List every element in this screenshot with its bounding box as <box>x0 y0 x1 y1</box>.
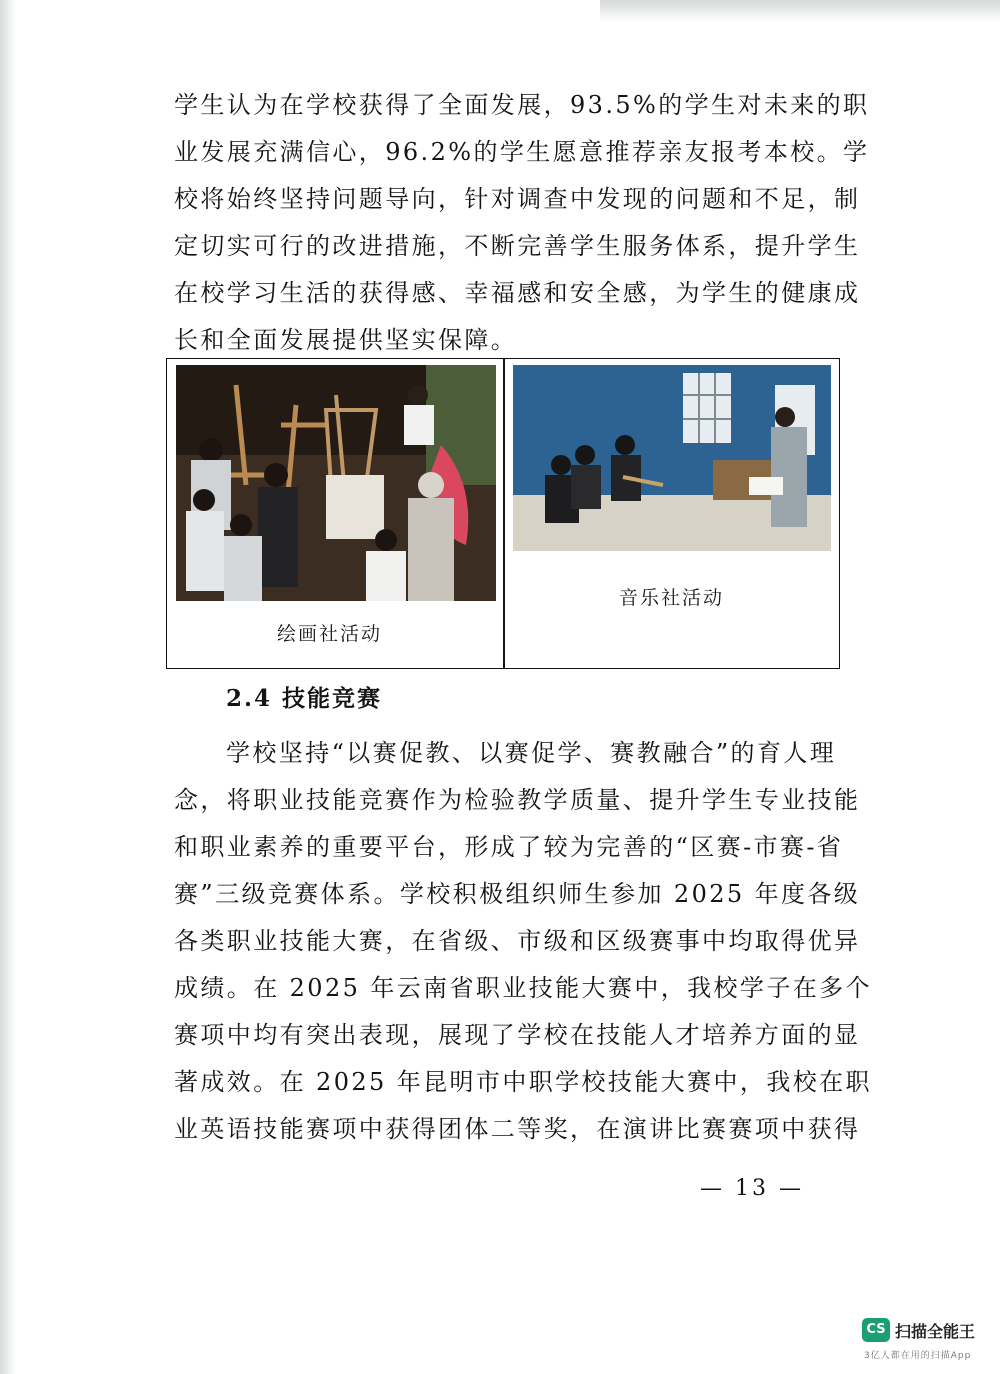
scanner-watermark <box>862 1318 982 1364</box>
text-line: 赛”三级竞赛体系。学校积极组织师生参加 2025 年度各级 <box>174 880 861 908</box>
text-line: 成绩。在 2025 年云南省职业技能大赛中，我校学子在多个 <box>174 974 872 1002</box>
text-line: 在校学习生活的获得感、幸福感和安全感，为学生的健康成 <box>174 279 861 307</box>
page-top-shadow <box>600 0 1000 22</box>
page-number: — 13 — <box>700 1176 804 1201</box>
music-club-illustration <box>513 365 831 551</box>
text-line: 各类职业技能大赛，在省级、市级和区级赛事中均取得优异 <box>174 927 861 955</box>
text-line: 赛项中均有突出表现，展现了学校在技能人才培养方面的显 <box>174 1021 861 1049</box>
text-line: 长和全面发展提供坚实保障。 <box>174 326 518 354</box>
text-line: 定切实可行的改进措施，不断完善学生服务体系，提升学生 <box>174 232 861 260</box>
photo-table <box>166 358 840 669</box>
scanner-tagline: 3亿人都在用的扫描App <box>864 1351 972 1361</box>
text-line: 学生认为在学校获得了全面发展，93.5%的学生对未来的职 <box>174 91 870 119</box>
page-edge-shadow <box>0 0 16 1374</box>
paragraph-survey-results <box>174 82 870 364</box>
painting-club-caption: 绘画社活动 <box>277 623 383 645</box>
painting-club-illustration <box>176 365 496 601</box>
text-line: 念，将职业技能竞赛作为检验教学质量、提升学生专业技能 <box>174 786 861 814</box>
scanner-app-name: 扫描全能王 <box>895 1322 976 1341</box>
scanner-logo-icon: CS <box>862 1318 890 1342</box>
section-heading: 2.4 技能竞赛 <box>226 685 383 712</box>
text-line: 校将始终坚持问题导向，针对调查中发现的问题和不足，制 <box>174 185 861 213</box>
table-divider <box>503 359 505 668</box>
text-line: 和职业素养的重要平台，形成了较为完善的“区赛-市赛-省 <box>174 833 844 861</box>
text-line: 业发展充满信心，96.2%的学生愿意推荐亲友报考本校。学 <box>174 138 870 166</box>
paragraph-skills-competition <box>174 730 872 1153</box>
painting-club-photo <box>176 365 496 601</box>
text-line: 业英语技能赛项中获得团体二等奖，在演讲比赛赛项中获得 <box>174 1115 861 1143</box>
music-club-photo <box>513 365 831 551</box>
music-club-caption: 音乐社活动 <box>619 587 725 609</box>
text-line: 学校坚持“以赛促教、以赛促学、赛教融合”的育人理 <box>226 739 837 767</box>
text-line: 著成效。在 2025 年昆明市中职学校技能大赛中，我校在职 <box>174 1068 872 1096</box>
